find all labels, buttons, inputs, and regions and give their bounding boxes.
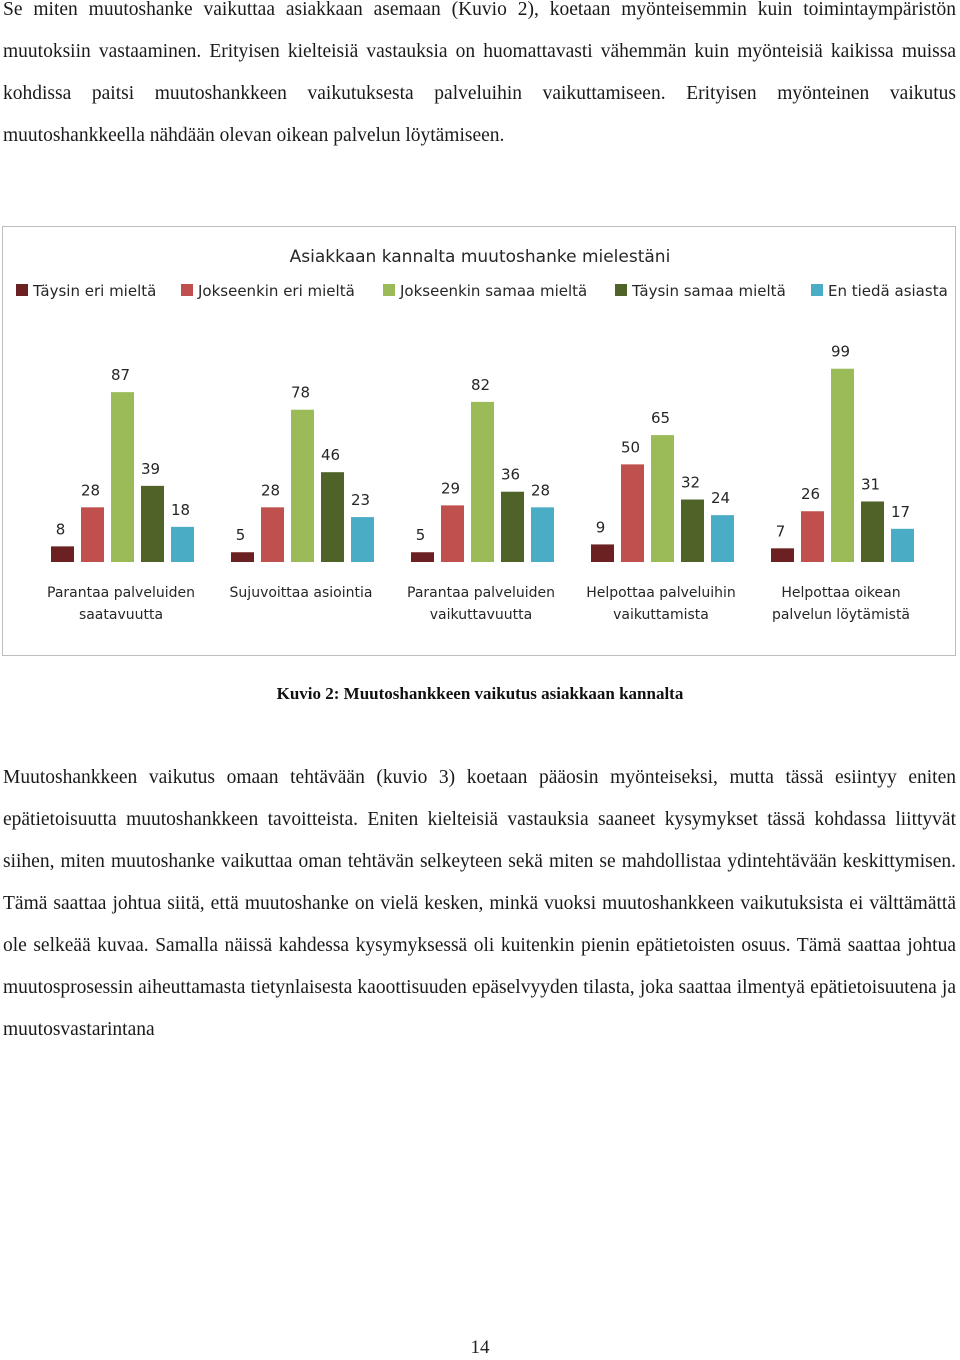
bar [351, 517, 374, 562]
legend-label: Täysin samaa mieltä [632, 282, 786, 300]
bar [621, 464, 644, 562]
data-label: 31 [860, 475, 881, 494]
figure-caption: Kuvio 2: Muutoshankkeen vaikutus asiakkaan kannalta [276, 684, 684, 703]
data-label: 28 [80, 481, 101, 500]
bar [771, 548, 794, 562]
data-label: 87 [110, 366, 131, 385]
bar [651, 435, 674, 562]
data-label: 7 [775, 522, 786, 541]
data-label: 32 [680, 473, 701, 492]
bar [291, 410, 314, 562]
bar [681, 500, 704, 562]
bar [501, 492, 524, 562]
page-number: 14 [470, 1337, 490, 1358]
data-label: 5 [235, 526, 246, 545]
category-label: Parantaa palveluiden [407, 585, 555, 601]
data-label: 26 [800, 485, 821, 504]
bar [441, 505, 464, 562]
category-label: vaikuttavuutta [429, 607, 533, 623]
bar [531, 507, 554, 562]
data-label: 65 [650, 409, 671, 428]
data-label: 28 [260, 481, 281, 500]
bar [111, 392, 134, 562]
chart-svg [3, 227, 957, 657]
data-label: 99 [830, 342, 851, 361]
data-label: 23 [350, 491, 371, 510]
data-label: 5 [415, 526, 426, 545]
bar [591, 544, 614, 562]
legend-swatch [383, 284, 395, 296]
bar [51, 546, 74, 562]
legend-label: Jokseenkin samaa mieltä [400, 282, 588, 300]
bar [231, 552, 254, 562]
legend-label: Täysin eri mieltä [33, 282, 157, 300]
legend-swatch [16, 284, 28, 296]
data-label: 28 [530, 481, 551, 500]
category-label: palvelun löytämistä [771, 607, 911, 623]
category-label: saatavuutta [78, 607, 164, 623]
bar [471, 402, 494, 562]
legend-swatch [811, 284, 823, 296]
category-label: Parantaa palveluiden [47, 585, 195, 601]
data-label: 24 [710, 489, 731, 508]
data-label: 78 [290, 383, 311, 402]
body-paragraph: Muutoshankkeen vaikutus omaan tehtävään (kuvio 3) koetaan pääosin myönteiseksi, mutta tässä esiintyy eniten epätietoisuutta muutoshankkeen tavoitteista. Eniten kielteisiä vastauksia saaneet kysymykset tässä kohdassa liittyvät siihen, miten muutoshanke vaikuttaa oman tehtävän selkeyteen sekä miten se mahdollistaa ydintehtävään keskittymisen. Tämä saattaa johtua siitä, että muutoshanke on vielä kesken, minkä vuoksi muutoshankkeen vaikutuksista ei välttämättä ole selkeää kuvaa. Samalla näissä kahdessa kysymyksessä oli kuitenkin pienin epätietoisten osuus. Tämä saattaa johtua muutosprosessin aiheuttamasta tietynlaisesta kaoottisuuden epäselvyyden tilasta, joka saattaa ilmentyä epätietoisuutena ja muutosvastarintana [3, 767, 956, 1040]
category-label: Helpottaa oikean [781, 585, 901, 601]
data-label: 46 [320, 446, 341, 465]
bar [711, 515, 734, 562]
intro-paragraph: Se miten muutoshanke vaikuttaa asiakkaan asemaan (Kuvio 2), koetaan myönteisemmin kuin toimintaympäristön muutoksiin vastaaminen. Erityisen kielteisiä vastauksia on huomattavasti vähemmän kuin myönteisiä kaikissa muissa kohdissa paitsi muutoshankkeen vaikutuksesta palveluihin vaikuttamiseen. Erityisen myönteinen vaikutus muutoshankkeella nähdään olevan oikean palvelun löytämiseen. [3, 0, 956, 146]
chart-title: Asiakkaan kannalta muutoshanke mielestäni [289, 247, 671, 267]
legend-swatch [615, 284, 627, 296]
category-label: vaikuttamista [613, 607, 709, 623]
bar [861, 501, 884, 562]
data-label: 17 [890, 502, 911, 521]
data-label: 8 [55, 520, 66, 539]
bar [891, 529, 914, 562]
data-label: 36 [500, 465, 521, 484]
legend-label: Jokseenkin eri mieltä [198, 282, 355, 300]
bar-chart [2, 226, 956, 656]
data-label: 50 [620, 438, 641, 457]
bar [141, 486, 164, 562]
bar [801, 511, 824, 562]
data-label: 9 [595, 518, 606, 537]
bar [81, 507, 104, 562]
bar [411, 552, 434, 562]
bar [831, 369, 854, 562]
category-label: Sujuvoittaa asiointia [229, 585, 373, 601]
bar [261, 507, 284, 562]
bar [321, 472, 344, 562]
legend-label: En tiedä asiasta [828, 282, 948, 300]
data-label: 82 [470, 375, 491, 394]
data-label: 29 [440, 479, 461, 498]
bar [171, 527, 194, 562]
data-label: 39 [140, 459, 161, 478]
data-label: 18 [170, 500, 191, 519]
category-label: Helpottaa palveluihin [586, 585, 736, 601]
legend-swatch [181, 284, 193, 296]
